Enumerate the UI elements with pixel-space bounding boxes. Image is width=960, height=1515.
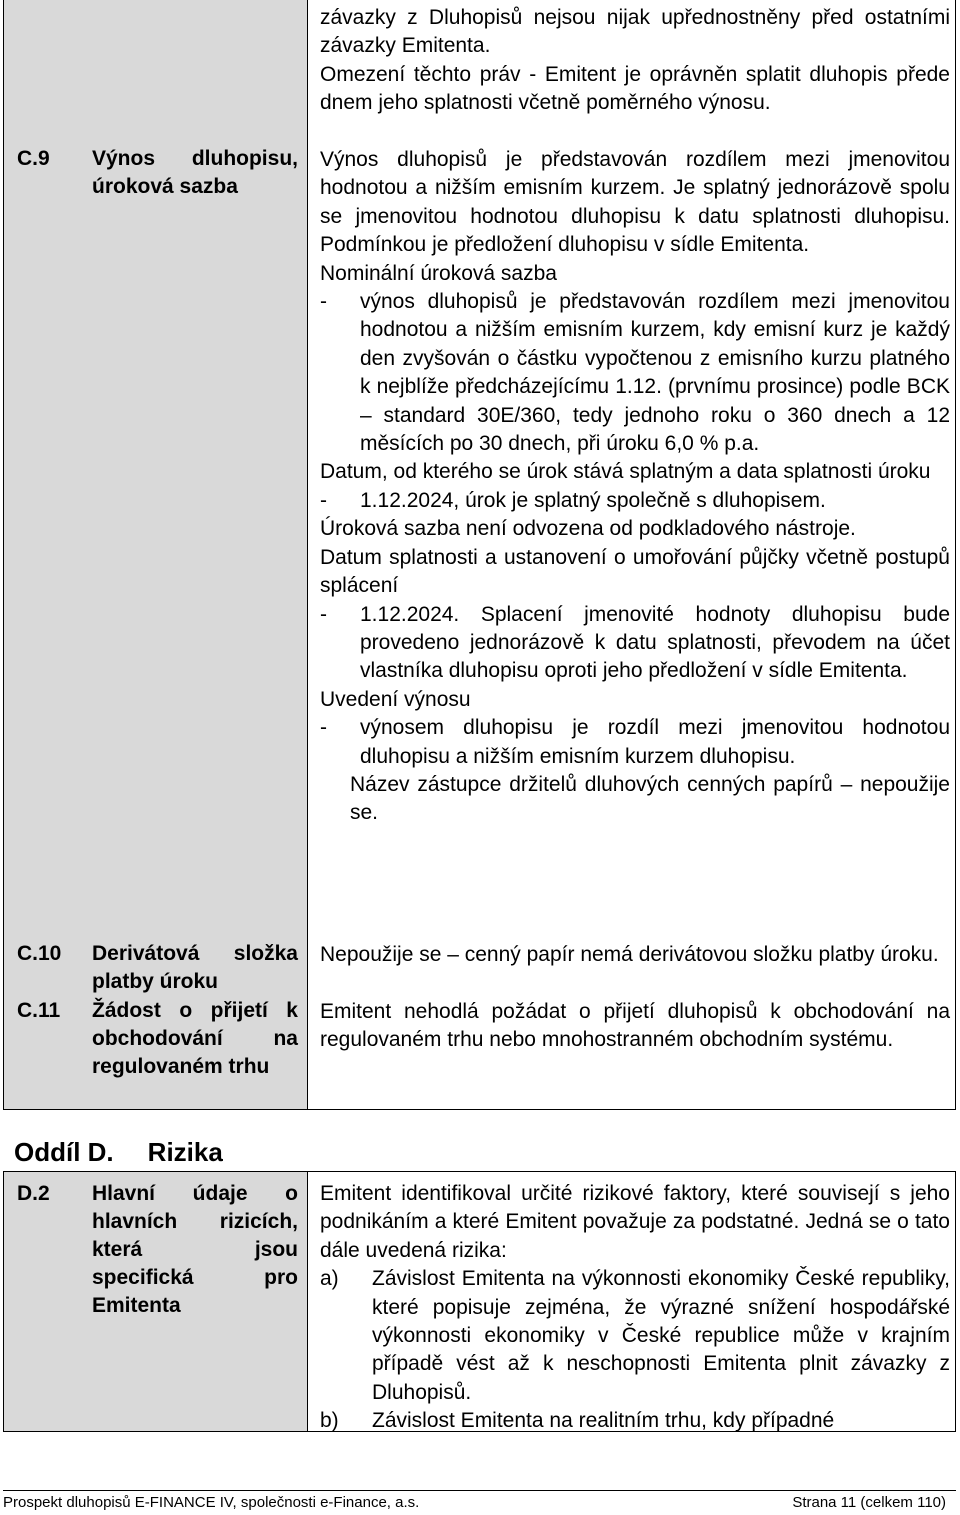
dash-marker: - xyxy=(320,290,327,314)
left-label-column xyxy=(4,0,308,1109)
paragraph: Nepoužije se – cenný papír nemá derivátovou složku platby úroku. xyxy=(320,943,939,966)
c10-content xyxy=(320,941,950,969)
dash-marker: - xyxy=(320,716,327,740)
section-title: Rizika xyxy=(147,1137,223,1167)
list-item xyxy=(320,1265,950,1407)
c9-content xyxy=(320,146,950,828)
section-d-table xyxy=(3,1171,956,1432)
subheading: Datum splatnosti a ustanovení o umořování půjčky včetně postupů splácení xyxy=(320,545,950,598)
row-id: C.10 xyxy=(17,942,62,965)
list-marker: a) xyxy=(320,1267,339,1291)
section-c-table xyxy=(3,0,956,1110)
row-label: Hlavní údaje o hlavních rizicích, která jsou specifická pro Emitenta xyxy=(92,1182,298,1317)
c11-content xyxy=(320,998,950,1055)
section-heading xyxy=(14,1137,223,1168)
list-item-text: 1.12.2024. Splacení jmenovité hodnoty dluhopisu bude provedeno jednorázově k datu splatnosti, převodem na účet vlastníka dluhopisu oproti jeho předložení v sídle Emitenta. xyxy=(360,602,950,683)
footer-divider xyxy=(3,1490,956,1491)
list-item xyxy=(320,601,950,686)
list-item xyxy=(320,288,950,458)
list-item xyxy=(320,487,950,515)
d2-content xyxy=(320,1180,950,1436)
list-item-text: Závislost Emitenta na výkonnosti ekonomiky České republiky, které popisuje zejména, že výrazné snížení hospodářské výkonnosti ekonomiky v České republice může v krajním případě vést až k neschopnosti Emitenta plnit závazky z Dluhopisů. xyxy=(372,1267,950,1404)
list-item-text: 1.12.2024, úrok je splatný společně s dluhopisem. xyxy=(360,488,826,512)
row-id: C.11 xyxy=(17,999,61,1022)
top-continuation-text xyxy=(320,4,950,118)
page-footer xyxy=(3,1494,956,1511)
paragraph: Název zástupce držitelů dluhových cenných papírů – nepoužije se. xyxy=(350,772,950,825)
paragraph: Omezení těchto práv - Emitent je oprávněn splatit dluhopis přede dnem jeho splatnosti včetně poměrného výnosu. xyxy=(320,62,950,115)
list-marker: b) xyxy=(320,1409,339,1433)
paragraph: Výnos dluhopisů je představován rozdílem mezi jmenovitou hodnotou a nižším emisním kurzem. Je splatný jednorázově spolu se jmenovitou hodnotou dluhopisu k datu splatnosti dluhopisu. Podmínkou je předložení dluhopisu v sídle Emitenta. xyxy=(320,148,950,257)
row-label: Žádost o přijetí k obchodování na regulovaném trhu xyxy=(92,999,298,1078)
dash-marker: - xyxy=(320,602,327,626)
subheading: Nominální úroková sazba xyxy=(320,261,557,285)
paragraph: Úroková sazba není odvozena od podkladového nástroje. xyxy=(320,517,856,541)
subheading: Datum, od kterého se úrok stává splatným a data splatnosti úroku xyxy=(320,460,931,484)
list-item xyxy=(320,1407,950,1435)
paragraph: Emitent identifikoval určité rizikové faktory, které souvisejí s jeho podnikáním a které Emitent považuje za podstatné. Jedná se o tato dále uvedená rizika: xyxy=(320,1182,950,1262)
list-item-text: výnosem dluhopisu je rozdíl mezi jmenovitou hodnotou dluhopisu a nižším emisním kurzem dluhopisu. xyxy=(360,716,950,768)
left-label-column xyxy=(4,1172,308,1431)
section-code: Oddíl D. xyxy=(14,1137,114,1167)
right-content-column xyxy=(308,0,955,1109)
row-label: Výnos dluhopisu, úroková sazba xyxy=(92,147,298,198)
list-item xyxy=(320,714,950,771)
list-item-text: výnos dluhopisů je představován rozdílem mezi jmenovitou hodnotou a nižším emisním kurzem, kdy emisní kurz je každý den zvyšován o částku vypočtenou z emisního kurzu platného k nejblíže předcházejícímu 1.12. (prvnímu prosince) podle BCK – standard 30E/360, tedy jednoho roku o 360 dnech a 12 měsících po 30 dnech, při úroku 6,0 % p.a. xyxy=(360,290,950,456)
right-content-column xyxy=(308,1172,955,1431)
row-id: D.2 xyxy=(17,1182,50,1205)
dash-marker: - xyxy=(320,488,327,512)
paragraph: Emitent nehodlá požádat o přijetí dluhopisů k obchodování na regulovaném trhu nebo mnohostranném obchodním systému. xyxy=(320,1000,950,1052)
row-label: Derivátová složka platby úroku xyxy=(92,942,298,993)
footer-page-number: Strana 11 (celkem 110) xyxy=(792,1494,946,1511)
subheading: Uvedení výnosu xyxy=(320,687,471,711)
list-item-text: Závislost Emitenta na realitním trhu, kdy případné xyxy=(372,1409,835,1433)
row-id: C.9 xyxy=(17,147,50,170)
footer-document-title: Prospekt dluhopisů E-FINANCE IV, společnosti e-Finance, a.s. xyxy=(3,1494,420,1511)
paragraph: závazky z Dluhopisů nejsou nijak upřednostněny před ostatními závazky Emitenta. xyxy=(320,6,950,58)
